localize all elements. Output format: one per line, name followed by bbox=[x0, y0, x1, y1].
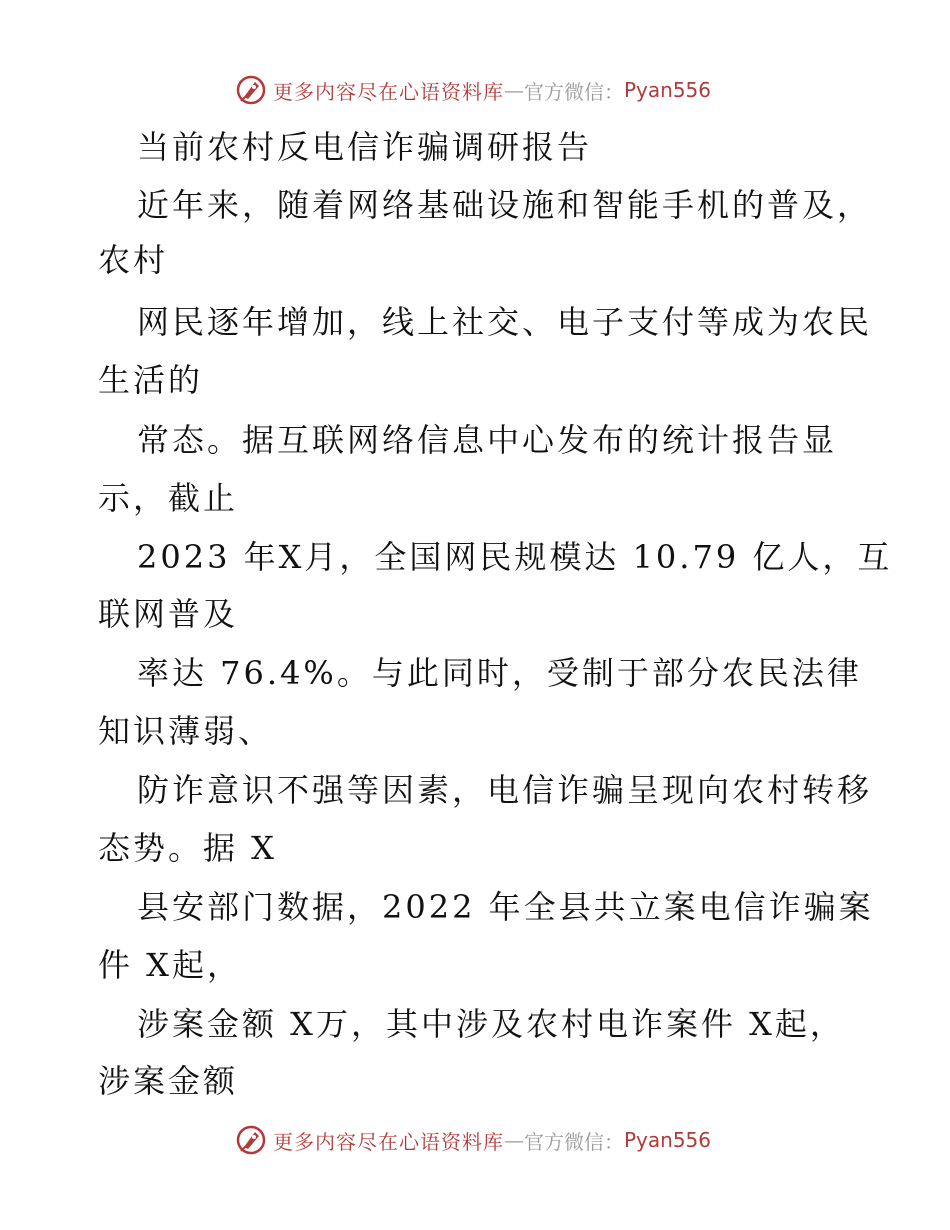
paragraph-line: 近年来，随着网络基础设施和智能手机的普及， bbox=[137, 186, 873, 224]
banner-separator: — bbox=[504, 78, 524, 102]
paragraph-line: 常态。据互联网络信息中心发布的统计报告显 bbox=[137, 421, 838, 459]
paragraph-line: 涉案金额 bbox=[98, 1062, 239, 1100]
banner-text: 更多内容尽在心语资料库 bbox=[273, 1129, 504, 1154]
pen-nib-circle-icon bbox=[235, 1124, 267, 1156]
banner-wechat-id: Pyan556 bbox=[624, 1128, 712, 1152]
paragraph-line: 网民逐年增加，线上社交、电子支付等成为农民 bbox=[137, 303, 873, 341]
paragraph-line: 生活的 bbox=[98, 361, 204, 399]
paragraph-line: 示，截止 bbox=[98, 479, 239, 517]
paragraph-line: 涉案金额 X万，其中涉及农村电诈案件 X起， bbox=[137, 1005, 845, 1043]
banner-wechat-id: Pyan556 bbox=[624, 78, 712, 102]
paragraph-line: 防诈意识不强等因素，电信诈骗呈现向农村转移 bbox=[137, 771, 873, 809]
footer-banner bbox=[235, 1122, 711, 1158]
banner-separator: — bbox=[504, 1128, 524, 1152]
pen-nib-circle-icon bbox=[235, 74, 267, 106]
header-banner bbox=[235, 72, 711, 108]
banner-label: 官方微信： bbox=[524, 1129, 624, 1154]
paragraph-line: 县安部门数据，2022 年全县共立案电信诈骗案 bbox=[137, 888, 874, 926]
banner-label: 官方微信： bbox=[524, 79, 624, 104]
paragraph-line: 农村 bbox=[98, 241, 169, 279]
paragraph-line: 态势。据 X bbox=[98, 829, 277, 867]
paragraph-line: 件 X起， bbox=[98, 946, 242, 984]
paragraph-line: 2023 年X月，全国网民规模达 10.79 亿人，互 bbox=[137, 538, 893, 576]
paragraph-line: 联网普及 bbox=[98, 595, 239, 633]
banner-text: 更多内容尽在心语资料库 bbox=[273, 79, 504, 104]
paragraph-line: 知识薄弱、 bbox=[98, 712, 274, 750]
document-title: 当前农村反电信诈骗调研报告 bbox=[137, 128, 593, 166]
paragraph-line: 率达 76.4%。与此同时，受制于部分农民法律 bbox=[137, 654, 862, 692]
